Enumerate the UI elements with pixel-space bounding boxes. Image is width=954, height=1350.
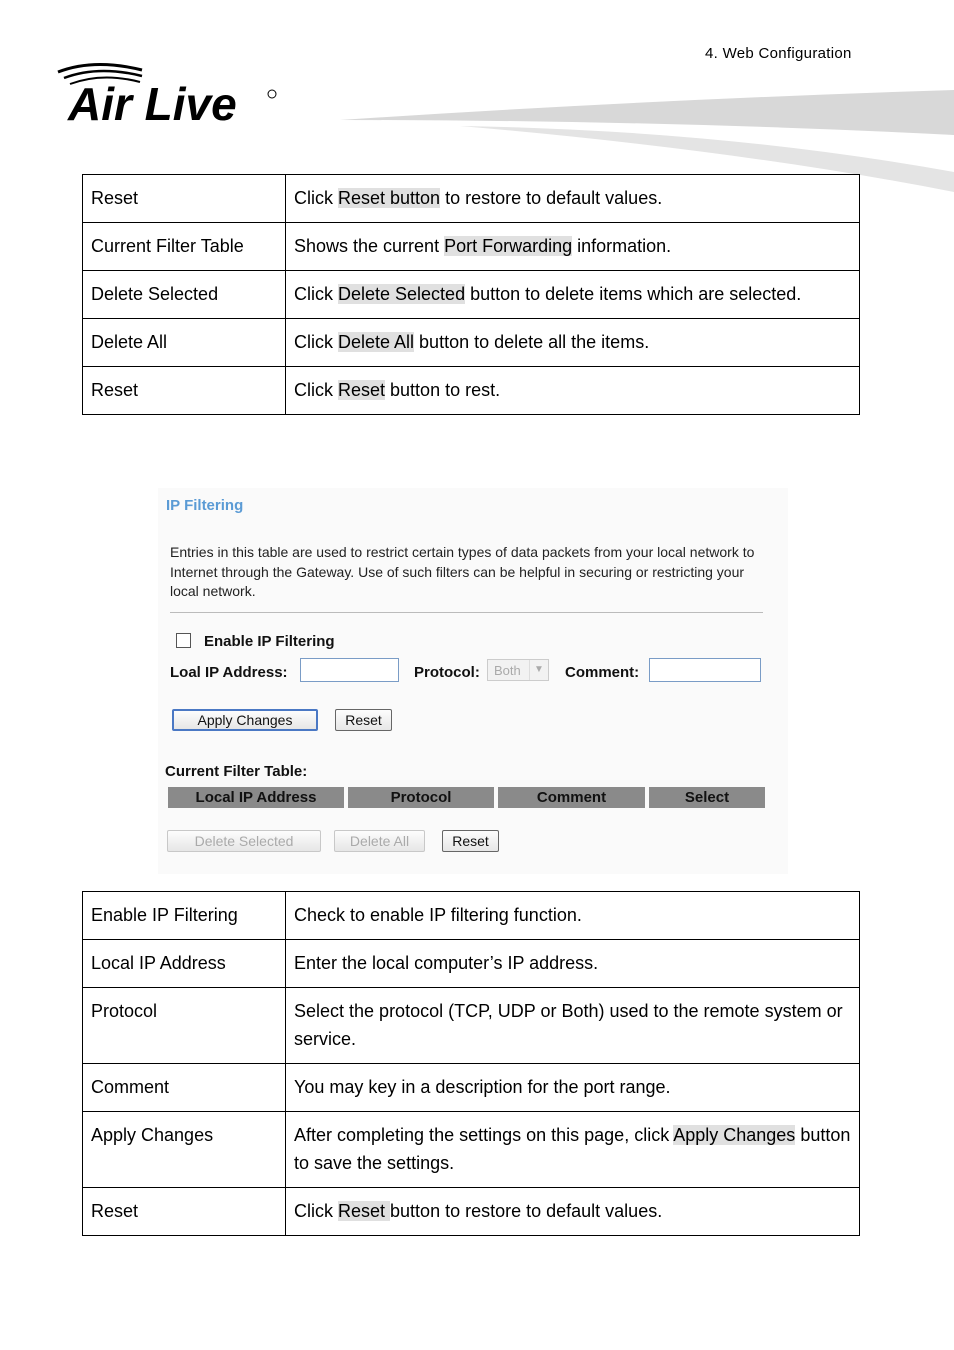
table-row: Current Filter Table Shows the current Port Forwarding information.: [83, 223, 860, 271]
panel-title: IP Filtering: [166, 497, 244, 514]
table-row: Comment You may key in a description for the port range.: [83, 1064, 860, 1112]
reset-button[interactable]: Reset: [335, 709, 392, 731]
table-row: Enable IP Filtering Check to enable IP filtering function.: [83, 892, 860, 940]
logo-text: Air Live: [68, 78, 237, 128]
delete-all-button[interactable]: Delete All: [334, 830, 425, 852]
table-row: Reset Click Reset button to rest.: [83, 367, 860, 415]
delete-selected-button[interactable]: Delete Selected: [167, 830, 321, 852]
enable-ip-filtering-label: Enable IP Filtering: [204, 633, 335, 650]
divider: [170, 612, 763, 613]
airlive-logo: [54, 58, 284, 128]
local-ip-input[interactable]: [300, 658, 399, 682]
description-table-1: [82, 174, 860, 415]
column-header-protocol: Protocol: [348, 787, 494, 808]
table-row: Apply Changes After completing the settings on this page, click Apply Changes button to save the settings.: [83, 1112, 860, 1188]
table-row: Delete All Click Delete All button to delete all the items.: [83, 319, 860, 367]
reset-table-button[interactable]: Reset: [442, 830, 499, 852]
comment-input[interactable]: [649, 658, 761, 682]
protocol-value: Both: [494, 663, 521, 678]
local-ip-label: Loal IP Address:: [170, 664, 288, 681]
description-table-2: [82, 891, 860, 1236]
panel-description: Entries in this table are used to restrict certain types of data packets from your local network to Internet through the Gateway. Use of such filters can be helpful in securing or restricting your local network.: [170, 544, 755, 599]
current-filter-table-title: Current Filter Table:: [165, 763, 308, 780]
chapter-header: 4. Web Configuration: [705, 45, 852, 62]
protocol-label: Protocol:: [414, 664, 480, 681]
protocol-select[interactable]: [487, 659, 549, 681]
comment-label: Comment:: [565, 664, 640, 681]
ip-filtering-screenshot: [158, 488, 788, 874]
chevron-down-icon: ▼: [529, 660, 548, 680]
column-header-select: Select: [649, 787, 765, 808]
column-header-local-ip: Local IP Address: [168, 787, 344, 808]
enable-ip-filtering-checkbox[interactable]: [176, 633, 191, 648]
column-header-comment: Comment: [498, 787, 645, 808]
table-row: Reset Click Reset button to restore to default values.: [83, 1188, 860, 1236]
table-row: Reset Click Reset button to restore to default values.: [83, 175, 860, 223]
table-row: Delete Selected Click Delete Selected button to delete items which are selected.: [83, 271, 860, 319]
table-row: Local IP Address Enter the local computer’s IP address.: [83, 940, 860, 988]
apply-changes-button[interactable]: Apply Changes: [172, 709, 318, 731]
table-row: Protocol Select the protocol (TCP, UDP or Both) used to the remote system or service.: [83, 988, 860, 1064]
